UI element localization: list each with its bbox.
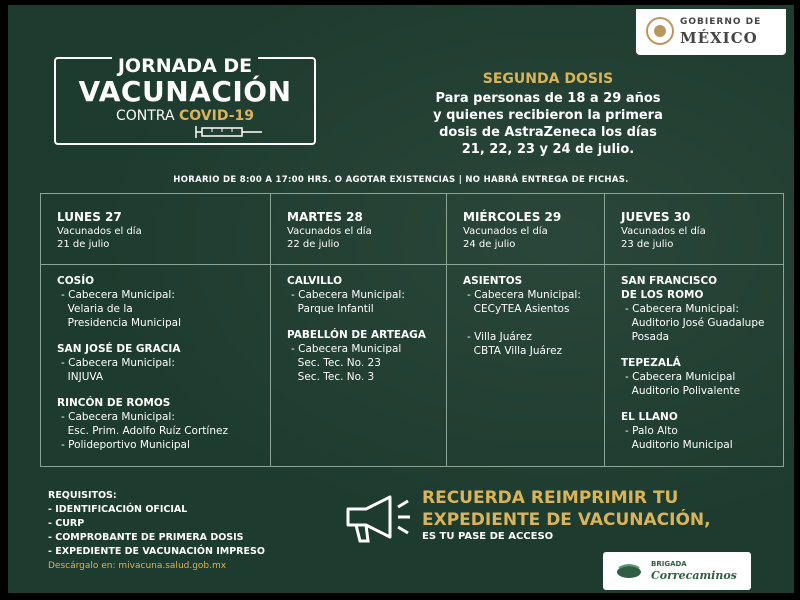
- place-detail: Sec. Tec. No. 23: [291, 357, 381, 369]
- place-detail: - Cabecera Municipal:: [61, 289, 175, 301]
- place-detail: Presidencia Municipal: [61, 317, 181, 329]
- municipality-name: SAN FRANCISCO: [621, 275, 718, 287]
- municipality-name: COSÍO: [57, 275, 95, 287]
- place-detail: Sec. Tec. No. 3: [291, 371, 375, 383]
- place-detail: - Cabecera Municipal:: [61, 411, 175, 423]
- gobierno-logo: [636, 9, 786, 55]
- place-detail: CECyTEA Asientos: [467, 303, 570, 315]
- logo-line2: VACUNACIÓN: [78, 75, 292, 108]
- gobierno-line2: MÉXICO: [680, 29, 758, 47]
- vaccinated-date: Vacunados el día 24 de julio: [463, 226, 548, 250]
- horario: HORARIO DE 8:00 A 17:00 HRS. O AGOTAR EXISTENCIAS | NO HABRÁ ENTREGA DE FICHAS.: [173, 175, 629, 185]
- day-title: JUEVES 30: [621, 210, 691, 224]
- day-column: [41, 194, 271, 466]
- place-detail: Parque Infantil: [291, 303, 374, 315]
- day-title: MARTES 28: [287, 210, 363, 224]
- vaccinated-date: Vacunados el día 23 de julio: [621, 226, 706, 250]
- logo-line1: JORNADA DE: [56, 55, 314, 77]
- day-column: [271, 194, 447, 466]
- municipality-name: TEPEZALÁ: [621, 357, 681, 369]
- roadrunner-icon: [615, 562, 643, 580]
- places-list: [57, 274, 257, 452]
- place-detail: - Cabecera Municipal:: [291, 289, 405, 301]
- gobierno-line1: GOBIERNO DE: [680, 17, 762, 27]
- day-title: LUNES 27: [57, 210, 122, 224]
- place-detail: - Cabecera Municipal: [291, 343, 402, 355]
- municipality-name: CALVILLO: [287, 275, 343, 287]
- place-detail: Posada: [625, 331, 670, 343]
- place-detail: INJUVA: [61, 371, 104, 383]
- seal-icon: [646, 17, 674, 45]
- requisitos: REQUISITOS: - IDENTIFICACIÓN OFICIAL - CURP - COMPROBANTE DE PRIMERA DOSIS - EXPEDIENTE DE VACUNACIÓN IMPRESO Descárgalo en: mivacuna.salud.gob.mx: [48, 490, 265, 571]
- municipality-name: SAN JOSÉ DE GRACIA: [57, 343, 181, 355]
- vaccinated-date: Vacunados el día 22 de julio: [287, 226, 372, 250]
- place-detail: - Cabecera Municipal:: [625, 303, 739, 315]
- schedule-grid: [40, 193, 784, 467]
- places-list: [621, 274, 794, 452]
- syringe-icon: [194, 125, 264, 139]
- municipality-name: EL LLANO: [621, 411, 678, 423]
- day-column: [447, 194, 605, 466]
- poster: [8, 5, 794, 593]
- municipality-name: RINCÓN DE ROMOS: [57, 397, 171, 409]
- municipality-name: ASIENTOS: [463, 275, 523, 287]
- place-detail: Auditorio Polivalente: [625, 385, 741, 397]
- logo-line3: CONTRA COVID-19: [115, 108, 255, 124]
- megaphone-icon: [338, 489, 418, 549]
- place-detail: - Cabecera Municipal: [625, 371, 736, 383]
- segunda-title: SEGUNDA DOSIS: [482, 71, 614, 87]
- place-detail: Velaria de la: [61, 303, 133, 315]
- place-detail: CBTA Villa Juárez: [467, 345, 563, 357]
- segunda-text: Para personas de 18 a 29 años y quienes recibieron la primera dosis de AstraZeneca los días 21, 22, 23 y 24 de julio.: [433, 91, 663, 157]
- place-detail: - Polideportivo Municipal: [61, 439, 190, 451]
- brigada-logo: BRIGADA Correcaminos: [603, 552, 751, 590]
- place-detail: - Palo Alto: [625, 425, 678, 437]
- day-title: MIÉRCOLES 29: [463, 210, 562, 224]
- municipality-name: DE LOS ROMO: [621, 289, 704, 301]
- place-detail: Auditorio José Guadalupe: [625, 317, 765, 329]
- vaccinated-date: Vacunados el día 21 de julio: [57, 226, 142, 250]
- download-link: Descárgalo en: mivacuna.salud.gob.mx: [48, 561, 227, 571]
- place-detail: - Villa Juárez: [467, 331, 532, 343]
- recuerda-message: RECUERDA REIMPRIMIR TU EXPEDIENTE DE VACUNACIÓN, ES TU PASE DE ACCESO: [422, 488, 711, 542]
- municipality-name: PABELLÓN DE ARTEAGA: [287, 329, 426, 341]
- jornada-logo: [54, 57, 316, 145]
- place-detail: Esc. Prim. Adolfo Ruíz Cortínez: [61, 425, 228, 437]
- place-detail: - Cabecera Municipal:: [467, 289, 581, 301]
- place-detail: - Cabecera Municipal:: [61, 357, 175, 369]
- segunda-dosis: [388, 71, 708, 158]
- day-column: [605, 194, 783, 466]
- place-detail: Auditorio Municipal: [625, 439, 733, 451]
